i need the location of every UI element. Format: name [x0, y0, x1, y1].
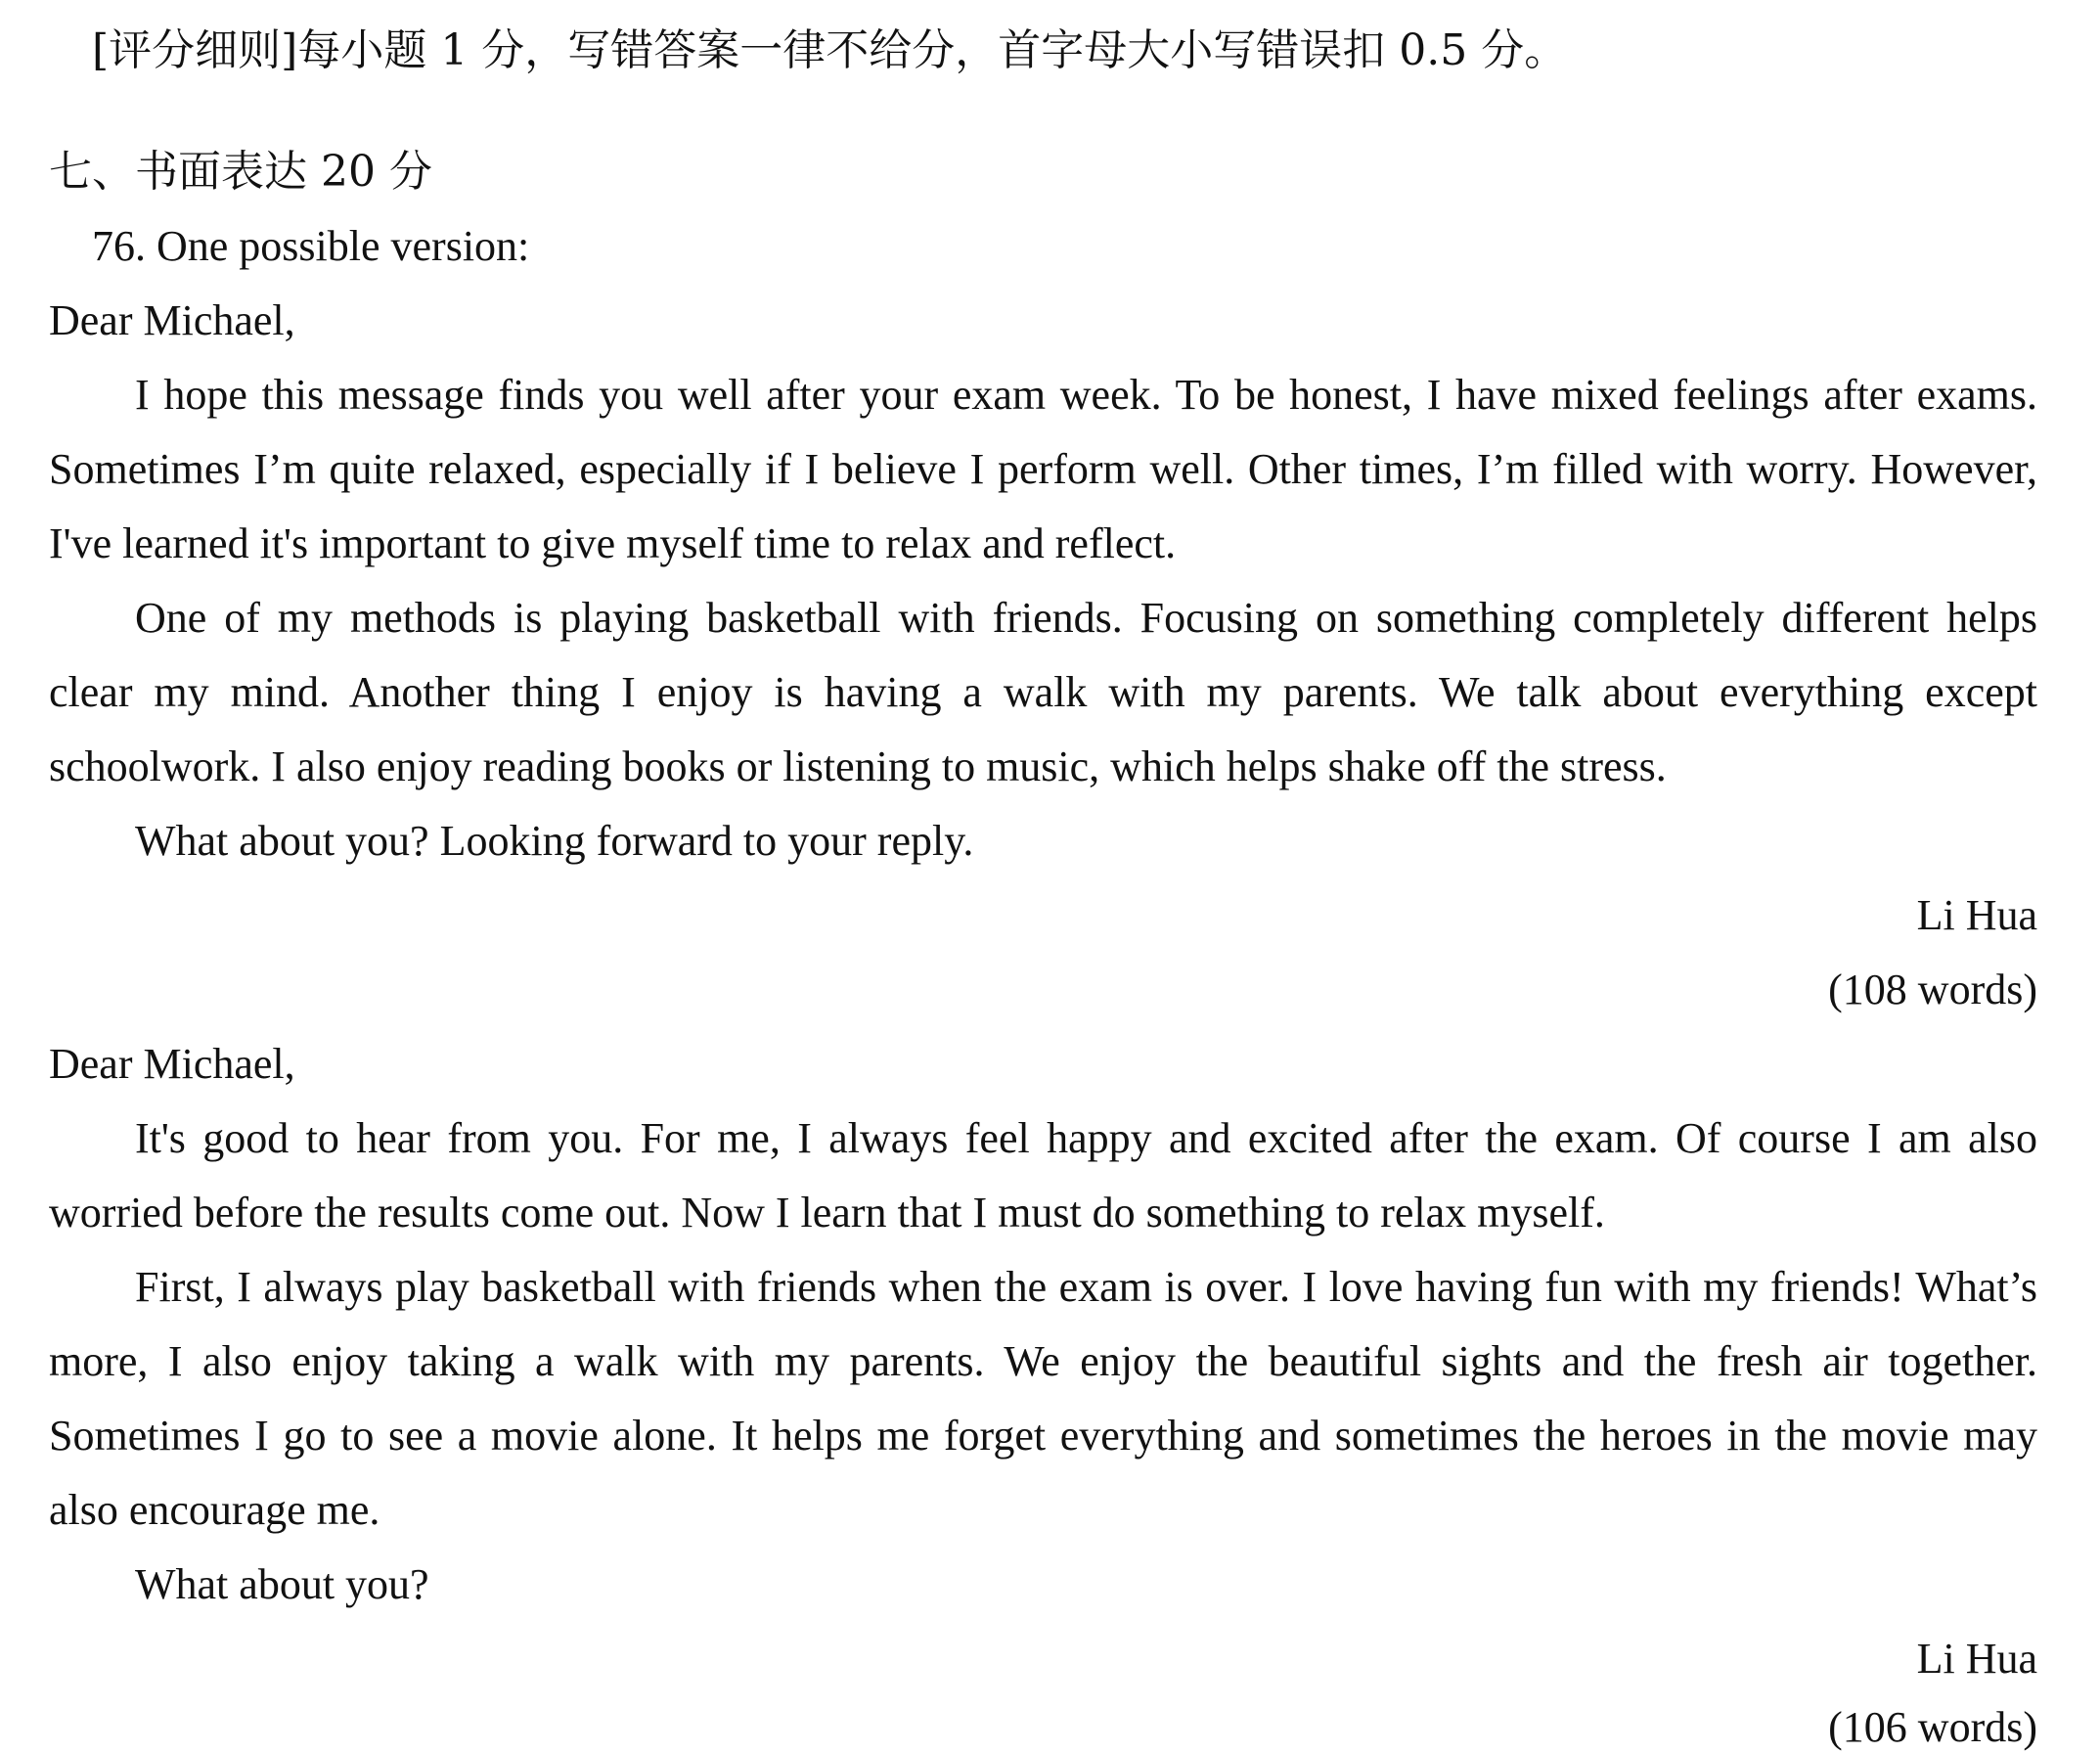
letter-2-line-4: more, I also enjoy taking a walk with my parents. We enjoy the beautiful sights and the fresh air together.: [49, 1337, 2037, 1385]
letter-2-line-1: It's good to hear from you. For me, I always feel happy and excited after the exam. Of course I am also: [135, 1114, 2037, 1162]
letter-1-line-4: One of my methods is playing basketball with friends. Focusing on something completely different helps: [135, 594, 2037, 642]
letter-1-line-6: schoolwork. I also enjoy reading books or listening to music, which helps shake off the stress.: [49, 742, 1667, 790]
letter-2-line-2: worried before the results come out. Now I learn that I must do something to relax myself.: [49, 1189, 1605, 1236]
letter-2-signature: Li Hua: [1916, 1635, 2037, 1683]
section-title: 七、书面表达 20 分: [49, 147, 432, 197]
letter-1-line-7: What about you? Looking forward to your reply.: [135, 817, 974, 865]
letter-2-greeting: Dear Michael,: [49, 1040, 295, 1088]
scoring-note: [评分细则]每小题 1 分，写错答案一律不给分，首字母大小写错误扣 0.5 分。: [92, 25, 1568, 75]
letter-1-signature: Li Hua: [1916, 891, 2037, 939]
letter-1-line-1: I hope this message finds you well after your exam week. To be honest, I have mixed feelings after exams.: [135, 371, 2037, 419]
question-label: 76. One possible version:: [92, 222, 530, 270]
letter-1-line-3: I've learned it's important to give myself time to relax and reflect.: [49, 519, 1177, 567]
letter-2-line-3: First, I always play basketball with friends when the exam is over. I love having fun with my friends! What’s: [135, 1263, 2037, 1311]
letter-2-line-6: also encourage me.: [49, 1486, 380, 1534]
letter-2-line-7: What about you?: [135, 1560, 429, 1608]
letter-1-greeting: Dear Michael,: [49, 296, 295, 344]
letter-1-word-count: (108 words): [1828, 966, 2037, 1013]
letter-1-line-2: Sometimes I’m quite relaxed, especially if I believe I perform well. Other times, I’m filled with worry. However,: [49, 445, 2037, 493]
letter-2-word-count: (106 words): [1828, 1703, 2037, 1751]
letter-2-line-5: Sometimes I go to see a movie alone. It helps me forget everything and sometimes the heroes in the movie may: [49, 1412, 2037, 1460]
letter-1-line-5: clear my mind. Another thing I enjoy is having a walk with my parents. We talk about everything except: [49, 668, 2037, 716]
